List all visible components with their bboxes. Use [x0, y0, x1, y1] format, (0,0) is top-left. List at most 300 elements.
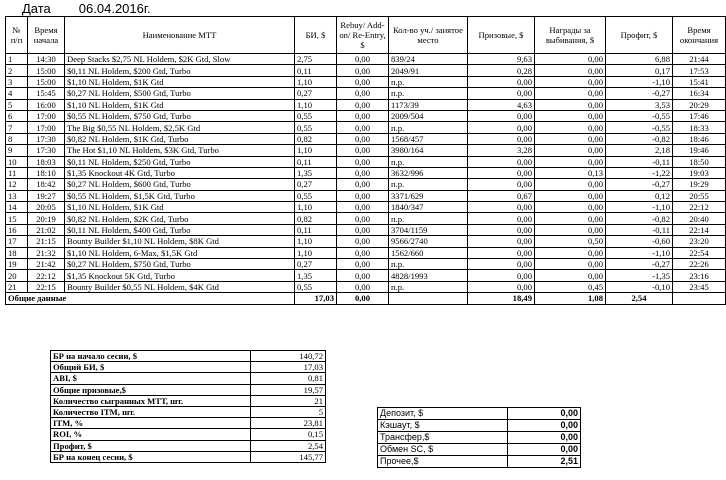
table-cell: 0,00	[468, 281, 535, 292]
table-cell: 17:53	[673, 65, 726, 76]
cash-flow-label: Прочее,$	[378, 456, 508, 468]
table-cell: 8	[6, 133, 28, 144]
stats-value: 23,81	[251, 418, 326, 429]
stats-row	[51, 406, 326, 417]
table-cell: -0,60	[606, 236, 673, 247]
table-cell: $0,11 NL Holdem, $250 Gtd, Turbo	[65, 156, 295, 167]
table-cell: 20:19	[28, 213, 65, 224]
table-cell: 13	[6, 190, 28, 201]
table-cell: 21	[6, 281, 28, 292]
table-cell: 0,00	[337, 133, 389, 144]
table-cell: 9566/2740	[389, 236, 468, 247]
table-cell: 0,00	[468, 213, 535, 224]
table-cell: 19:29	[673, 179, 726, 190]
table-cell: 23:45	[673, 281, 726, 292]
table-row	[6, 224, 726, 235]
cash-flow-value: 0,00	[508, 408, 581, 420]
table-cell: -0,11	[606, 224, 673, 235]
table-cell: 0,00	[337, 247, 389, 258]
table-row	[6, 190, 726, 201]
table-row	[6, 213, 726, 224]
table-cell: $1,10 NL Holdem, 6-Max, $1,5K Gtd	[65, 247, 295, 258]
table-cell: 0,00	[337, 224, 389, 235]
table-cell: 0,13	[535, 167, 606, 178]
table-cell: 1,10	[295, 145, 337, 156]
session-stats-table	[50, 350, 326, 463]
cash-flow-row	[378, 456, 581, 468]
stats-row	[51, 373, 326, 384]
table-cell: 21:15	[28, 236, 65, 247]
table-cell: The Hot $1,10 NL Holdem, $3K Gtd, Turbo	[65, 145, 295, 156]
table-row	[6, 145, 726, 156]
table-cell: 18	[6, 247, 28, 258]
table-cell: 15:45	[28, 88, 65, 99]
table-cell: 22:26	[673, 259, 726, 270]
table-cell: 0,00	[468, 88, 535, 99]
table-cell: $1,35 Knockout 4K Gtd, Turbo	[65, 167, 295, 178]
table-cell: 18:42	[28, 179, 65, 190]
total-empty	[673, 293, 726, 304]
cash-flow-row	[378, 444, 581, 456]
table-cell: 3980/164	[389, 145, 468, 156]
date-value: 06.04.2016г.	[78, 1, 151, 16]
stats-row	[51, 429, 326, 440]
table-cell: 0,27	[295, 88, 337, 99]
table-cell: 1173/39	[389, 99, 468, 110]
table-cell: 17:00	[28, 122, 65, 133]
table-cell: 3,28	[468, 145, 535, 156]
table-cell: $0,82 NL Holdem, $2K Gtd, Turbo	[65, 213, 295, 224]
table-cell: 0,00	[535, 110, 606, 121]
table-cell: 19:03	[673, 167, 726, 178]
table-cell: 18:50	[673, 156, 726, 167]
table-cell: 14:30	[28, 54, 65, 65]
column-header: Кол-во уч./ занятое место	[389, 17, 468, 54]
table-cell: п.р.	[389, 122, 468, 133]
table-cell: 0,00	[468, 76, 535, 87]
table-cell: $0,55 NL Holdem, $1,5K Gtd, Turbo	[65, 190, 295, 201]
table-cell: 0,00	[337, 156, 389, 167]
table-cell: п.р.	[389, 281, 468, 292]
stats-row	[51, 384, 326, 395]
table-cell: 4828/1993	[389, 270, 468, 281]
stats-label: ROI, %	[51, 429, 251, 440]
stats-row	[51, 418, 326, 429]
table-cell: 0,00	[468, 224, 535, 235]
table-cell: -0,27	[606, 179, 673, 190]
stats-label: БР на начало сесии, $	[51, 351, 251, 362]
table-row	[6, 259, 726, 270]
table-cell: -0,27	[606, 259, 673, 270]
table-row	[6, 236, 726, 247]
table-cell: 2009/504	[389, 110, 468, 121]
table-cell: -0,55	[606, 122, 673, 133]
table-cell: $0,27 NL Holdem, $750 Gtd, Turbo	[65, 259, 295, 270]
table-cell: 0,00	[337, 110, 389, 121]
table-cell: 17:46	[673, 110, 726, 121]
table-cell: 0,00	[535, 259, 606, 270]
table-cell: -0,11	[606, 156, 673, 167]
table-cell: 0,00	[337, 281, 389, 292]
table-cell: 0,00	[535, 213, 606, 224]
table-cell: 6,88	[606, 54, 673, 65]
table-cell: 0,17	[606, 65, 673, 76]
table-cell: 0,00	[337, 179, 389, 190]
table-cell: $0,82 NL Holdem, $1K Gtd, Turbo	[65, 133, 295, 144]
total-profit: 2,54	[606, 293, 673, 304]
table-cell: 14	[6, 202, 28, 213]
table-row	[6, 110, 726, 121]
cash-flow-value: 0,00	[508, 432, 581, 444]
table-row	[6, 247, 726, 258]
table-cell: 2049/91	[389, 65, 468, 76]
table-cell: 0,00	[337, 236, 389, 247]
table-cell: 0,00	[337, 76, 389, 87]
table-cell: $1,10 NL Holdem, $1K Gtd	[65, 99, 295, 110]
table-cell: 0,00	[535, 133, 606, 144]
table-cell: 0,45	[535, 281, 606, 292]
table-cell: -0,82	[606, 133, 673, 144]
table-cell: 17:00	[28, 110, 65, 121]
stats-label: Общие призовые,$	[51, 384, 251, 395]
table-cell: 22:54	[673, 247, 726, 258]
table-cell: 18:10	[28, 167, 65, 178]
table-cell: 0,00	[535, 202, 606, 213]
table-cell: 0,00	[468, 133, 535, 144]
table-row	[6, 167, 726, 178]
table-cell: 0,00	[337, 259, 389, 270]
table-cell: 0,00	[468, 259, 535, 270]
table-cell: 1,10	[295, 247, 337, 258]
stats-value: 5	[251, 406, 326, 417]
table-row	[6, 270, 726, 281]
table-cell: $0,11 NL Holdem, $400 Gtd, Turbo	[65, 224, 295, 235]
table-cell: 1568/457	[389, 133, 468, 144]
table-cell: п.р.	[389, 179, 468, 190]
table-row	[6, 76, 726, 87]
table-cell: 0,00	[535, 54, 606, 65]
cash-flow-table	[377, 407, 581, 468]
table-cell: 16	[6, 224, 28, 235]
table-cell: $0,55 NL Holdem, $750 Gtd, Turbo	[65, 110, 295, 121]
table-cell: 22:12	[28, 270, 65, 281]
totals-label: Общие данные	[6, 293, 295, 304]
table-cell: 1,35	[295, 270, 337, 281]
table-cell: п.р.	[389, 259, 468, 270]
total-buyin: 17,03	[295, 293, 337, 304]
table-cell: 2	[6, 65, 28, 76]
table-cell: 20:55	[673, 190, 726, 201]
column-header: БИ, $	[295, 17, 337, 54]
table-cell: 1,10	[295, 202, 337, 213]
table-cell: 0,00	[468, 236, 535, 247]
table-cell: 22:12	[673, 202, 726, 213]
table-cell: 21:42	[28, 259, 65, 270]
column-header: № п/п	[6, 17, 28, 54]
column-header: Время окончания	[673, 17, 726, 54]
table-cell: -1,35	[606, 270, 673, 281]
table-cell: 17:30	[28, 145, 65, 156]
stats-value: 19,57	[251, 384, 326, 395]
table-cell: $1,10 NL Holdem, $1K Gtd	[65, 76, 295, 87]
cash-flow-value: 2,51	[508, 456, 581, 468]
table-cell: 0,55	[295, 110, 337, 121]
table-cell: 0,00	[535, 156, 606, 167]
table-cell: 1,10	[295, 76, 337, 87]
table-row	[6, 54, 726, 65]
table-row	[6, 202, 726, 213]
table-cell: 0,12	[606, 190, 673, 201]
table-cell: 11	[6, 167, 28, 178]
cash-flow-row	[378, 420, 581, 432]
stats-row	[51, 440, 326, 451]
total-rebuy: 0,00	[337, 293, 389, 304]
table-cell: 0,00	[337, 167, 389, 178]
table-cell: 0,00	[337, 54, 389, 65]
stats-value: 21	[251, 395, 326, 406]
table-row	[6, 133, 726, 144]
table-cell: п.р.	[389, 76, 468, 87]
table-cell: 1562/660	[389, 247, 468, 258]
stats-value: 2,54	[251, 440, 326, 451]
table-cell: 21:32	[28, 247, 65, 258]
table-cell: 3371/629	[389, 190, 468, 201]
table-cell: 16:00	[28, 99, 65, 110]
table-cell: п.р.	[389, 213, 468, 224]
table-cell: 20:05	[28, 202, 65, 213]
table-cell: $0,11 NL Holdem, $200 Gtd, Turbo	[65, 65, 295, 76]
cash-flow-label: Обмен SC, $	[378, 444, 508, 456]
table-cell: 17:30	[28, 133, 65, 144]
table-cell: 0,00	[337, 145, 389, 156]
stats-row	[51, 362, 326, 373]
total-prizes: 18,49	[468, 293, 535, 304]
stats-label: ABI, $	[51, 373, 251, 384]
column-header: Профит, $	[606, 17, 673, 54]
cash-flow-label: Кэшаут, $	[378, 420, 508, 432]
table-cell: 21:44	[673, 54, 726, 65]
table-cell: $0,27 NL Holdem, $500 Gtd, Turbo	[65, 88, 295, 99]
table-cell: -1,10	[606, 202, 673, 213]
table-header-row	[6, 17, 726, 54]
table-cell: 1,10	[295, 236, 337, 247]
table-cell: 0,00	[337, 270, 389, 281]
table-cell: 12	[6, 179, 28, 190]
stats-value: 0,15	[251, 429, 326, 440]
table-row	[6, 65, 726, 76]
table-cell: 0,50	[535, 236, 606, 247]
table-cell: 0,00	[535, 190, 606, 201]
table-cell: 1	[6, 54, 28, 65]
table-cell: 18:33	[673, 122, 726, 133]
stats-row	[51, 451, 326, 462]
cash-flow-label: Депозит, $	[378, 408, 508, 420]
table-cell: 0,00	[337, 213, 389, 224]
table-cell: 0,00	[468, 122, 535, 133]
totals-row	[6, 293, 726, 304]
table-cell: 0,00	[337, 99, 389, 110]
stats-value: 145,77	[251, 451, 326, 462]
table-cell: 15:00	[28, 65, 65, 76]
table-cell: 19	[6, 259, 28, 270]
column-header: Наименование МТТ	[65, 17, 295, 54]
cash-flow-label: Трансфер,$	[378, 432, 508, 444]
table-cell: 3	[6, 76, 28, 87]
table-cell: 15	[6, 213, 28, 224]
table-row	[6, 281, 726, 292]
table-cell: 0,11	[295, 65, 337, 76]
table-cell: 0,82	[295, 133, 337, 144]
table-cell: 16:34	[673, 88, 726, 99]
stats-value: 17,03	[251, 362, 326, 373]
total-empty	[389, 293, 468, 304]
stats-label: ITM, %	[51, 418, 251, 429]
table-cell: 21:02	[28, 224, 65, 235]
table-cell: 19:27	[28, 190, 65, 201]
table-cell: -0,55	[606, 110, 673, 121]
table-cell: 0,00	[535, 88, 606, 99]
stats-value: 0,81	[251, 373, 326, 384]
date-label: Дата	[22, 1, 51, 16]
table-cell: 23:20	[673, 236, 726, 247]
table-cell: -1,10	[606, 76, 673, 87]
table-cell: п.р.	[389, 88, 468, 99]
table-cell: -0,10	[606, 281, 673, 292]
table-cell: 10	[6, 156, 28, 167]
table-cell: 0,11	[295, 224, 337, 235]
table-cell: 1,10	[295, 99, 337, 110]
table-cell: 2,18	[606, 145, 673, 156]
table-cell: 4	[6, 88, 28, 99]
table-cell: 0,55	[295, 190, 337, 201]
table-cell: 17	[6, 236, 28, 247]
table-cell: -0,27	[606, 88, 673, 99]
table-cell: 1840/347	[389, 202, 468, 213]
table-cell: 22:15	[28, 281, 65, 292]
table-cell: 0,00	[468, 247, 535, 258]
table-cell: Bounty Builder $1,10 NL Holdem, $8K Gtd	[65, 236, 295, 247]
table-cell: 2,75	[295, 54, 337, 65]
table-cell: 9	[6, 145, 28, 156]
table-cell: 0,27	[295, 179, 337, 190]
table-cell: 0,00	[468, 202, 535, 213]
table-cell: 0,28	[468, 65, 535, 76]
table-cell: 20	[6, 270, 28, 281]
table-cell: 3632/996	[389, 167, 468, 178]
table-cell: 0,00	[468, 156, 535, 167]
table-row	[6, 122, 726, 133]
table-cell: 20:40	[673, 213, 726, 224]
table-cell: Bounty Builder $0,55 NL Holdem, $4K Gtd	[65, 281, 295, 292]
column-header: Призовые, $	[468, 17, 535, 54]
table-cell: 0,00	[468, 167, 535, 178]
table-cell: 18:46	[673, 133, 726, 144]
table-cell: 0,00	[535, 179, 606, 190]
column-header: Награды за выбивания, $	[535, 17, 606, 54]
stats-value: 140,72	[251, 351, 326, 362]
table-cell: 0,82	[295, 213, 337, 224]
table-cell: 20:29	[673, 99, 726, 110]
table-cell: $0,27 NL Holdem, $600 Gtd, Turbo	[65, 179, 295, 190]
table-cell: $1,10 NL Holdem, $1K Gtd	[65, 202, 295, 213]
table-cell: 0,67	[468, 190, 535, 201]
column-header: Rebuy/ Add-on/ Re-Entry, $	[337, 17, 389, 54]
table-cell: 839/24	[389, 54, 468, 65]
table-cell: 0,27	[295, 259, 337, 270]
table-cell: 22:14	[673, 224, 726, 235]
stats-label: Профит, $	[51, 440, 251, 451]
cash-flow-value: 0,00	[508, 420, 581, 432]
table-cell: 6	[6, 110, 28, 121]
tournament-table	[5, 16, 726, 305]
table-cell: 0,00	[468, 270, 535, 281]
table-cell: 0,00	[535, 224, 606, 235]
table-cell: 0,00	[535, 122, 606, 133]
table-cell: 0,00	[337, 122, 389, 133]
table-cell: 3704/1159	[389, 224, 468, 235]
stats-row	[51, 351, 326, 362]
table-cell: 0,00	[535, 76, 606, 87]
cash-flow-row	[378, 432, 581, 444]
table-row	[6, 99, 726, 110]
table-cell: 0,00	[535, 99, 606, 110]
table-cell: 18:03	[28, 156, 65, 167]
table-cell: 0,11	[295, 156, 337, 167]
table-cell: 7	[6, 122, 28, 133]
table-cell: 0,00	[337, 88, 389, 99]
table-cell: п.р.	[389, 156, 468, 167]
table-cell: 15:00	[28, 76, 65, 87]
document-header	[22, 1, 179, 16]
table-cell: -1,10	[606, 247, 673, 258]
table-cell: 0,00	[337, 65, 389, 76]
table-cell: 0,00	[468, 179, 535, 190]
table-cell: The Big $0,55 NL Holdem, $2,5K Gtd	[65, 122, 295, 133]
cash-flow-value: 0,00	[508, 444, 581, 456]
stats-label: Общий БИ, $	[51, 362, 251, 373]
column-header: Время начала	[28, 17, 65, 54]
table-cell: 0,00	[468, 110, 535, 121]
table-cell: 1,35	[295, 167, 337, 178]
stats-label: Количество ITM, шт.	[51, 406, 251, 417]
table-cell: 0,55	[295, 122, 337, 133]
table-row	[6, 156, 726, 167]
table-cell: 0,00	[337, 202, 389, 213]
table-cell: 0,00	[535, 247, 606, 258]
table-cell: $1,35 Knockout 5K Gtd, Turbo	[65, 270, 295, 281]
table-cell: 19:46	[673, 145, 726, 156]
table-cell: -0,82	[606, 213, 673, 224]
stats-label: БР на конец сесии, $	[51, 451, 251, 462]
table-cell: 15:41	[673, 76, 726, 87]
stats-row	[51, 395, 326, 406]
table-row	[6, 88, 726, 99]
table-cell: 0,00	[535, 145, 606, 156]
table-cell: 4,63	[468, 99, 535, 110]
table-cell: 3,53	[606, 99, 673, 110]
table-cell: 0,00	[337, 190, 389, 201]
table-cell: 0,00	[535, 65, 606, 76]
total-bounties: 1,08	[535, 293, 606, 304]
table-cell: Deep Stacks $2,75 NL Holdem, $2K Gtd, Slow	[65, 54, 295, 65]
table-cell: -1,22	[606, 167, 673, 178]
table-row	[6, 179, 726, 190]
stats-label: Количество сыгранных МТТ, шт.	[51, 395, 251, 406]
table-cell: 0,55	[295, 281, 337, 292]
cash-flow-row	[378, 408, 581, 420]
table-cell: 0,00	[535, 270, 606, 281]
table-cell: 9,63	[468, 54, 535, 65]
